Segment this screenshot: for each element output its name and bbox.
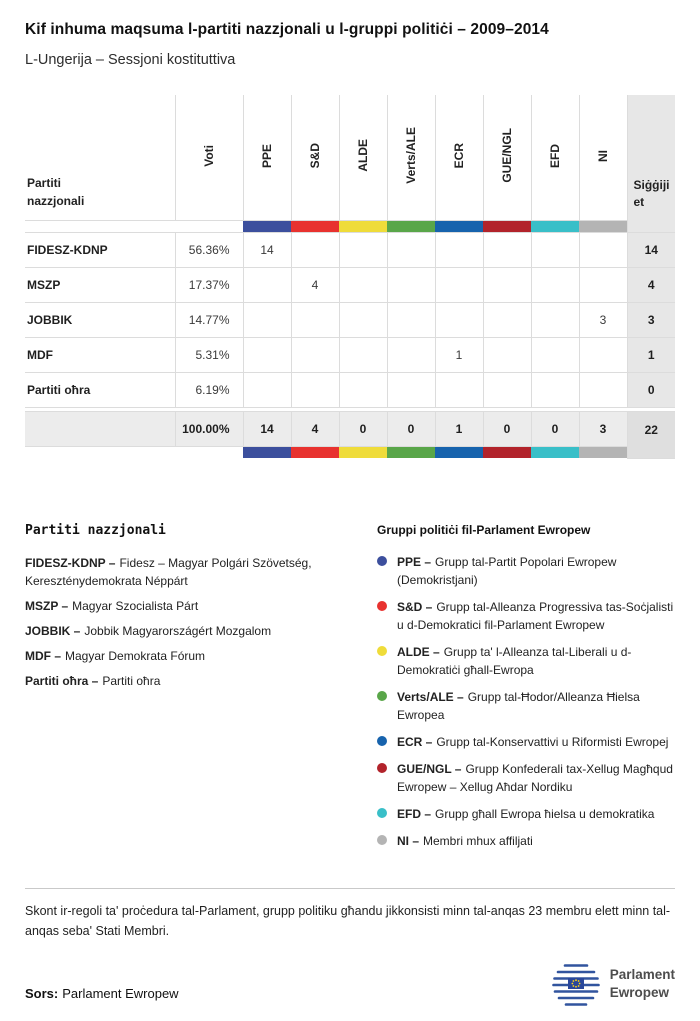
party-column-header-label: Partiti nazzjonali [27, 175, 85, 208]
verts-ale-color-dot-icon [377, 691, 387, 701]
color-bar-efd [531, 446, 579, 458]
group-seat-cell [243, 267, 291, 302]
color-bar-ni [579, 220, 627, 232]
group-description: Grupp Konfederali tax-Xellug Magħqud Ewropew – Xellug Aħdar Nordiku [397, 761, 673, 794]
group-seat-cell [435, 232, 483, 267]
footer-section [25, 888, 675, 1021]
seats-column-header-label: Siġġijiet [633, 177, 670, 210]
column-header-sd: S&D [291, 95, 339, 220]
group-seat-cell: 3 [579, 302, 627, 337]
legend-item-sd [377, 598, 675, 634]
group-seat-cell [483, 267, 531, 302]
group-seat-cell [531, 302, 579, 337]
color-bar-sd [291, 446, 339, 458]
color-bar-gue-ngl [483, 220, 531, 232]
group-abbr: ALDE – [397, 644, 440, 659]
group-seat-cell [435, 372, 483, 407]
group-seat-cell [483, 372, 531, 407]
table-row-mszp [25, 267, 675, 302]
total-group-cell: 0 [339, 411, 387, 446]
group-description-line [397, 643, 675, 679]
logo-text-line1: Parlament [609, 967, 675, 983]
table-row-partiti-ohra [25, 372, 675, 407]
group-description: Grupp ta' l-Alleanza tal-Liberali u d-Demokratiċi għall-Ewropa [397, 644, 632, 677]
votes-cell: 17.37% [175, 267, 243, 302]
group-abbr: Verts/ALE – [397, 689, 464, 704]
color-bar-verts-ale [387, 446, 435, 458]
seats-cell: 4 [627, 267, 675, 302]
legend-item-mdf [25, 647, 363, 665]
party-abbr: MSZP – [25, 598, 69, 613]
party-name-cell: JOBBIK [25, 302, 175, 337]
legend-item-gue-ngl [377, 760, 675, 796]
group-seat-cell [387, 302, 435, 337]
national-parties-legend [25, 523, 377, 859]
total-votes-cell: 100.00% [175, 411, 243, 446]
group-description: Grupp tal-Partit Popolari Ewropew (Demokristjani) [397, 554, 617, 587]
group-seat-cell [339, 302, 387, 337]
group-seat-cell: 14 [243, 232, 291, 267]
group-description: Grupp tal-Alleanza Progressiva tas-Soċjalisti u d-Demokratici fil-Parlament Ewropew [397, 599, 674, 632]
party-description: Magyar Szocialista Párt [72, 598, 199, 613]
legend-item-partiti-ohra [25, 672, 363, 690]
group-abbr: S&D – [397, 599, 433, 614]
total-group-cell: 0 [483, 411, 531, 446]
group-seat-cell [243, 372, 291, 407]
political-groups-legend-title: Gruppi politiċi fil-Parlament Ewropew [377, 522, 591, 537]
group-description-line [397, 733, 668, 751]
group-seat-cell [387, 232, 435, 267]
group-seat-cell [339, 337, 387, 372]
group-description-line [397, 760, 675, 796]
group-seat-cell: 4 [291, 267, 339, 302]
group-seat-cell [579, 372, 627, 407]
group-description: Membri mhux affiljati [423, 833, 533, 848]
votes-cell: 6.19% [175, 372, 243, 407]
total-empty-cell [25, 411, 175, 446]
group-abbr: ECR – [397, 734, 433, 749]
total-seats-cell: 22 [627, 411, 675, 458]
votes-column-header-label: Voti [202, 144, 216, 167]
total-group-cell: 0 [531, 411, 579, 446]
party-abbr: JOBBIK – [25, 623, 81, 638]
group-description: Grupp għall Ewropa ħielsa u demokratika [435, 806, 655, 821]
table-row-jobbik [25, 302, 675, 337]
color-bar-gue-ngl [483, 446, 531, 458]
group-seat-cell [579, 232, 627, 267]
total-group-cell: 0 [387, 411, 435, 446]
group-abbr: NI – [397, 833, 420, 848]
sd-color-dot-icon [377, 601, 387, 611]
group-description-line [397, 805, 654, 823]
group-description-line [397, 598, 675, 634]
party-name-cell: MSZP [25, 267, 175, 302]
legend-section [25, 523, 675, 859]
color-bar-ecr [435, 220, 483, 232]
legend-item-ni [377, 832, 675, 850]
group-seat-cell [243, 337, 291, 372]
group-seat-cell [483, 232, 531, 267]
column-header-verts-ale: Verts/ALE [387, 95, 435, 220]
legend-item-ppe [377, 553, 675, 589]
color-bar-efd [531, 220, 579, 232]
group-seat-cell [435, 302, 483, 337]
seats-cell: 0 [627, 372, 675, 407]
group-description: Grupp tal-Ħodor/Alleanza Ħielsa Ewropea [397, 689, 640, 722]
color-bar-alde [339, 220, 387, 232]
seats-column-header [627, 95, 675, 232]
column-header-efd: EFD [531, 95, 579, 220]
group-seat-cell [531, 232, 579, 267]
total-group-cell: 4 [291, 411, 339, 446]
party-name-cell: Partiti oħra [25, 372, 175, 407]
party-abbr: MDF – [25, 648, 61, 663]
color-bar-alde [339, 446, 387, 458]
group-seat-cell [291, 372, 339, 407]
group-seat-cell [531, 267, 579, 302]
column-header-ecr: ECR [435, 95, 483, 220]
group-seat-cell [291, 337, 339, 372]
group-seat-cell [387, 372, 435, 407]
color-bar-ppe [243, 446, 291, 458]
group-seat-cell [291, 302, 339, 337]
legend-item-alde [377, 643, 675, 679]
column-header-gue-ngl: GUE/NGL [483, 95, 531, 220]
logo-text [610, 966, 675, 1001]
votes-cell: 14.77% [175, 302, 243, 337]
group-seat-cell [339, 267, 387, 302]
group-abbr: EFD – [397, 806, 432, 821]
group-description-line [397, 832, 533, 850]
group-description-line [397, 553, 675, 589]
group-seat-cell [531, 337, 579, 372]
results-table [25, 95, 675, 459]
european-parliament-logo [551, 959, 675, 1009]
color-bar-ni [579, 446, 627, 458]
group-abbr: GUE/NGL – [397, 761, 462, 776]
total-group-cell: 1 [435, 411, 483, 446]
column-header-alde: ALDE [339, 95, 387, 220]
group-seat-cell: 1 [435, 337, 483, 372]
group-seat-cell [435, 267, 483, 302]
color-bar-verts-ale [387, 220, 435, 232]
color-bar-sd [291, 220, 339, 232]
group-abbr: PPE – [397, 554, 432, 569]
color-bar-ppe [243, 220, 291, 232]
empty-cell [25, 220, 175, 232]
page-title: Kif inhuma maqsuma l-partiti nazzjonali u l-gruppi politiċi – 2009–2014 [25, 21, 549, 38]
page-subtitle: L-Ungerija – Sessjoni kostituttiva [25, 52, 236, 68]
group-seat-cell [339, 372, 387, 407]
votes-cell: 56.36% [175, 232, 243, 267]
legend-item-fidesz [25, 554, 363, 590]
total-group-cell: 3 [579, 411, 627, 446]
group-seat-cell [579, 337, 627, 372]
ecr-color-dot-icon [377, 736, 387, 746]
source-value: Parlament Ewropew [62, 986, 179, 1001]
legend-item-ecr [377, 733, 675, 751]
alde-color-dot-icon [377, 646, 387, 656]
column-header-ppe: PPE [243, 95, 291, 220]
total-group-cell: 14 [243, 411, 291, 446]
legend-item-efd [377, 805, 675, 823]
group-seat-cell [531, 372, 579, 407]
group-seat-cell [387, 337, 435, 372]
color-bar-ecr [435, 446, 483, 458]
legend-item-mszp [25, 597, 363, 615]
party-description: Partiti oħra [102, 673, 161, 688]
seats-cell: 14 [627, 232, 675, 267]
party-abbr: Partiti oħra – [25, 673, 99, 688]
national-parties-legend-title: Partiti nazzjonali [25, 522, 166, 538]
empty-cell [175, 446, 243, 458]
table-row-fidesz-kdnp [25, 232, 675, 267]
source-label: Sors: [25, 986, 59, 1001]
group-seat-cell [339, 232, 387, 267]
party-description: Fidesz – Magyar Polgári Szövetség, Kereszténydemokrata Néppárt [25, 555, 312, 588]
legend-item-jobbik [25, 622, 363, 640]
ppe-color-dot-icon [377, 556, 387, 566]
group-description-line [397, 688, 675, 724]
empty-cell [25, 446, 175, 458]
table-row-total [25, 411, 675, 446]
legend-item-verts-ale [377, 688, 675, 724]
votes-cell: 5.31% [175, 337, 243, 372]
source-line [25, 986, 179, 1001]
votes-column-header [175, 95, 243, 220]
gue-ngl-color-dot-icon [377, 763, 387, 773]
table-row-mdf [25, 337, 675, 372]
group-description: Grupp tal-Konservattivi u Riformisti Ewropej [436, 734, 669, 749]
seats-cell: 3 [627, 302, 675, 337]
group-seat-cell [291, 232, 339, 267]
efd-color-dot-icon [377, 808, 387, 818]
party-name-cell: FIDESZ-KDNP [25, 232, 175, 267]
procedural-note: Skont ir-regoli ta' proċedura tal-Parlament, grupp politiku għandu jikkonsisti minn tal-anqas 23 membru elett minn tal-anqas seba' Stati Membri. [25, 888, 675, 941]
bottom-color-bar-row [25, 446, 675, 458]
group-seat-cell [579, 267, 627, 302]
party-description: Magyar Demokrata Fórum [65, 648, 206, 663]
ep-emblem-icon [551, 959, 601, 1009]
ni-color-dot-icon [377, 835, 387, 845]
group-seat-cell [243, 302, 291, 337]
seats-cell: 1 [627, 337, 675, 372]
party-name-cell: MDF [25, 337, 175, 372]
political-groups-legend [377, 523, 675, 859]
group-seat-cell [483, 337, 531, 372]
party-abbr: FIDESZ-KDNP – [25, 555, 116, 570]
group-seat-cell [483, 302, 531, 337]
column-header-ni: NI [579, 95, 627, 220]
party-column-header [25, 95, 175, 220]
logo-text-line2: Ewropew [609, 985, 669, 1000]
empty-cell [175, 220, 243, 232]
party-description: Jobbik Magyarországért Mozgalom [84, 623, 272, 638]
group-seat-cell [387, 267, 435, 302]
